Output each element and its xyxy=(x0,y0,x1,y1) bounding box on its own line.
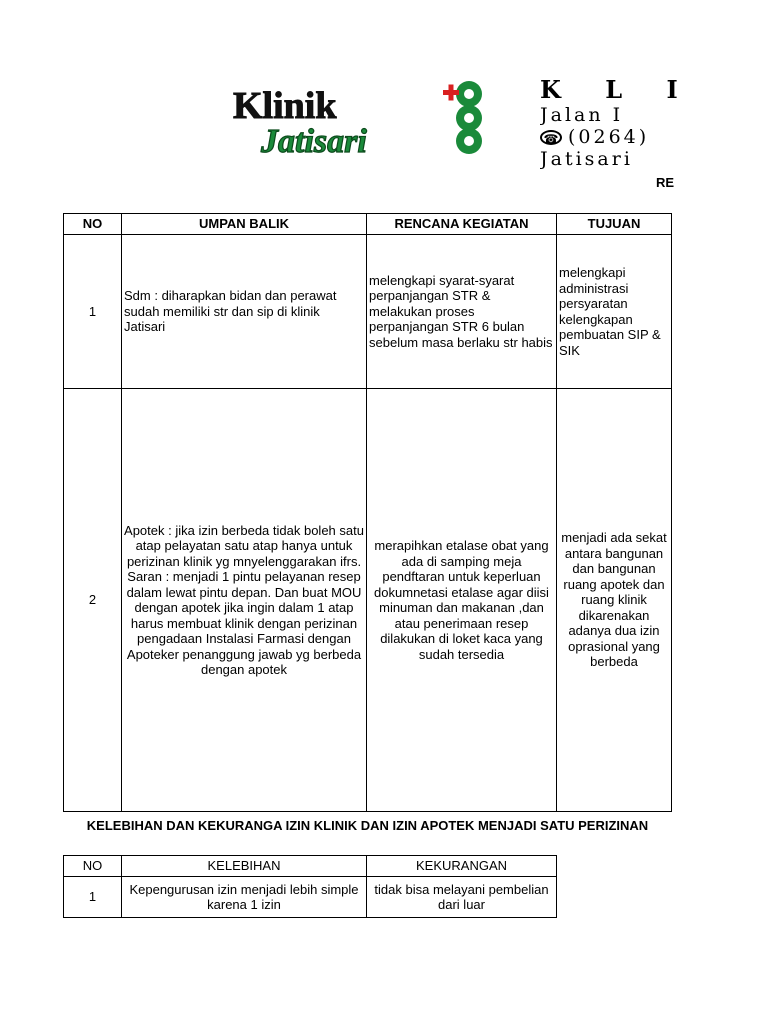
letterhead-phone xyxy=(540,126,768,148)
row-umpan-balik: Apotek : jika izin berbeda tidak boleh satu atap pelayatan satu atap hanya untuk perizinan klinik yg mnyelenggarakan ifrs. Saran : menjadi 1 pintu pelayanan resep dalam lewat pintu depan. Dan buat MOU dengan apotek jika ingin dalam 1 atap harus membuat klinik dengan perizinan pengadaan Instalasi Farmasi dengan Apoteker penanggung jawab yg berbeda dengan apotek xyxy=(122,389,367,812)
col-header-no: NO xyxy=(64,214,122,235)
col-header-rencana: RENCANA KEGIATAN xyxy=(367,214,557,235)
row-rencana: melengkapi syarat-syarat perpanjangan STR & melakukan proses perpanjangan STR 6 bulan sebelum masa berlaku str habis xyxy=(367,235,557,389)
logo-word-klinik: Klinik xyxy=(233,85,337,127)
col-header-kekurangan: KEKURANGAN xyxy=(367,856,557,877)
pros-cons-table xyxy=(63,855,557,918)
action-plan-table xyxy=(63,213,672,812)
table-row xyxy=(64,389,672,812)
logo-emblem-icon xyxy=(443,81,482,154)
row-no: 1 xyxy=(64,877,122,918)
letterhead-title: K L I xyxy=(540,76,696,104)
col-header-no: NO xyxy=(64,856,122,877)
section-title: KELEBIHAN DAN KEKURANGA IZIN KLINIK DAN IZIN APOTEK MENJADI SATU PERIZINAN xyxy=(86,818,649,833)
table-header-row xyxy=(64,856,557,877)
col-header-kelebihan: KELEBIHAN xyxy=(122,856,367,877)
document-label: RE xyxy=(656,175,675,190)
clinic-logo xyxy=(233,78,513,156)
letterhead-address: Jalan I xyxy=(540,104,624,126)
logo-word-jatisari: Jatisari xyxy=(261,123,367,156)
row-no: 2 xyxy=(64,389,122,812)
clinic-letterhead xyxy=(540,76,768,170)
col-header-tujuan: TUJUAN xyxy=(557,214,672,235)
row-kekurangan: tidak bisa melayani pembelian dari luar xyxy=(367,877,557,918)
row-kelebihan: Kepengurusan izin menjadi lebih simple karena 1 izin xyxy=(122,877,367,918)
row-tujuan: menjadi ada sekat antara bangunan dan bangunan ruang apotek dan ruang klinik dikarenakan adanya dua izin oprasional yang berbeda xyxy=(557,389,672,812)
row-tujuan: melengkapi administrasi persyaratan kelengkapan pembuatan SIP & SIK xyxy=(557,235,672,389)
row-umpan-balik: Sdm : diharapkan bidan dan perawat sudah memiliki str dan sip di klinik Jatisari xyxy=(122,235,367,389)
phone-icon: ☎ xyxy=(540,130,562,145)
row-no: 1 xyxy=(64,235,122,389)
table-row xyxy=(64,235,672,389)
letterhead-city: Jatisari xyxy=(540,148,633,170)
row-rencana: merapihkan etalase obat yang ada di samping meja pendftaran untuk keperluan dokumnetasi etalase agar diisi minuman dan makanan ,dan atau penerimaan resep dilakukan di loket kaca yang sudah tersedia xyxy=(367,389,557,812)
letterhead-phone-number: (0264) xyxy=(568,126,650,148)
col-header-umpan-balik: UMPAN BALIK xyxy=(122,214,367,235)
table-row xyxy=(64,877,557,918)
table-header-row xyxy=(64,214,672,235)
